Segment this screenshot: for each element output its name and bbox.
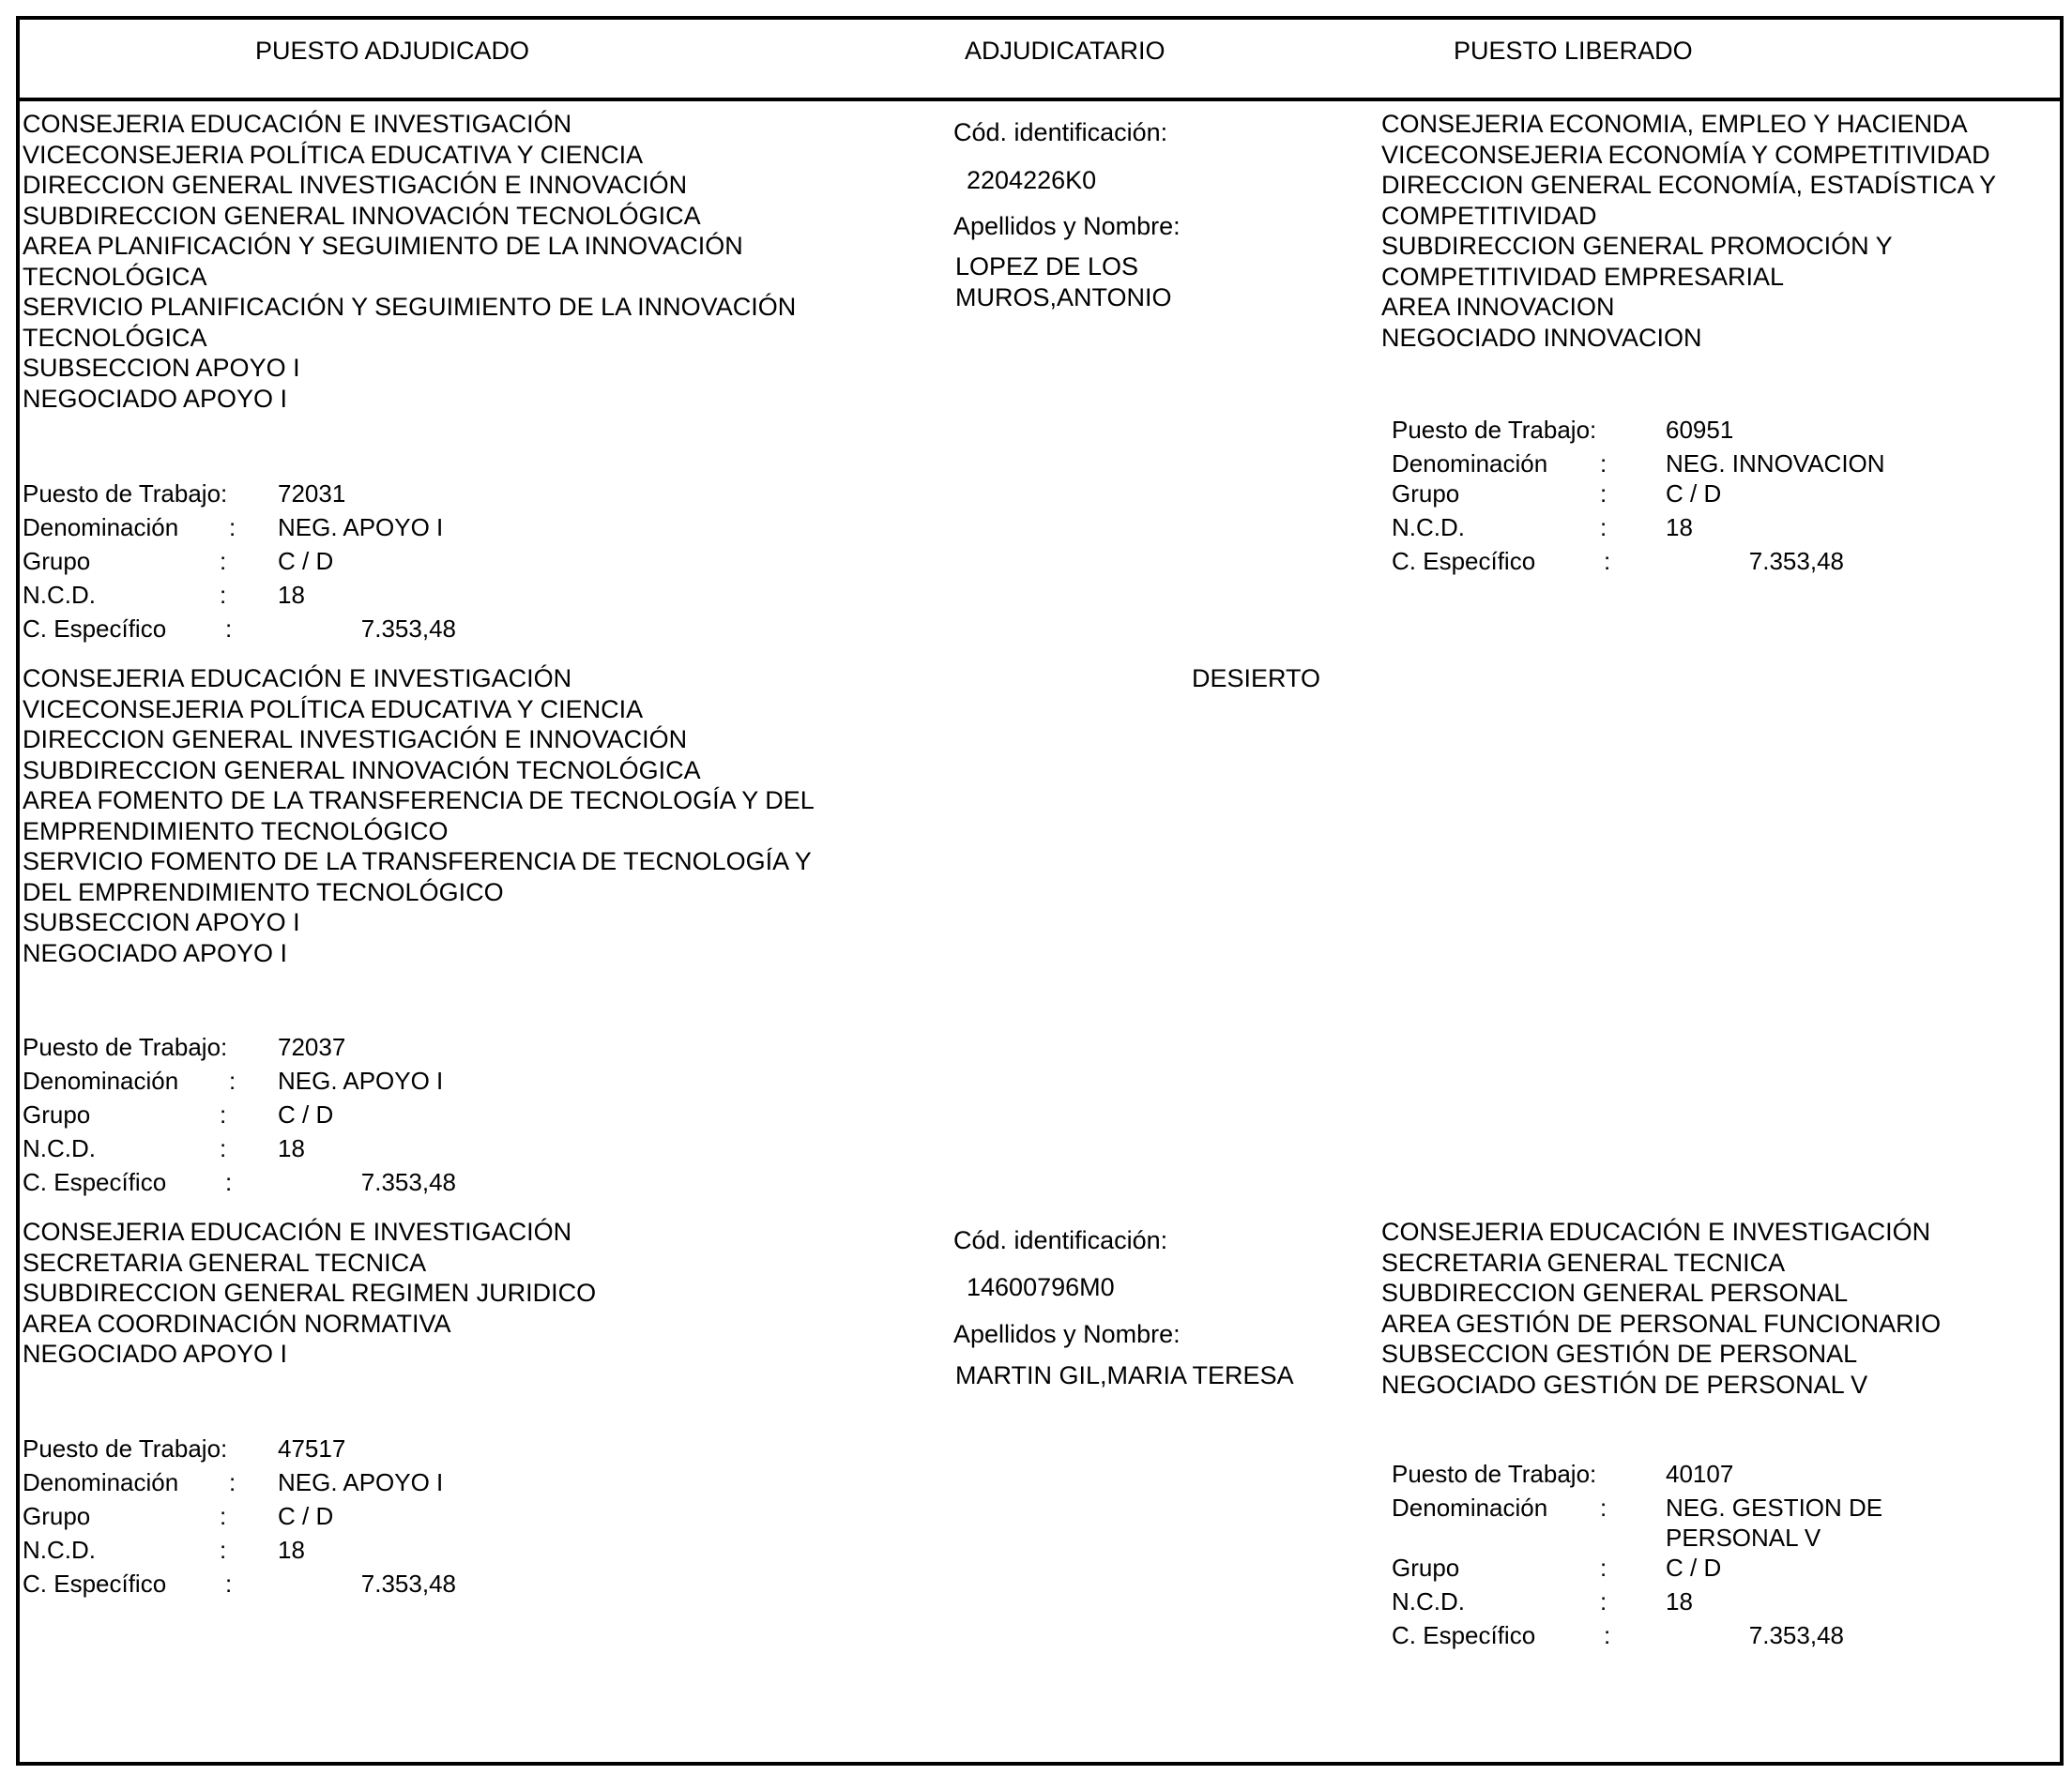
- colon: :: [220, 547, 227, 575]
- org-line: NEGOCIADO APOYO I: [23, 384, 288, 413]
- header-divider: [16, 98, 2064, 101]
- org-line: NEGOCIADO GESTIÓN DE PERSONAL V: [1381, 1370, 1868, 1399]
- colon: :: [229, 513, 236, 541]
- colon: :: [220, 1134, 227, 1162]
- org-line: VICECONSEJERIA POLÍTICA EDUCATIVA Y CIENCIA: [23, 140, 644, 169]
- ncd-value: 18: [278, 1536, 305, 1564]
- ncd-value: 18: [1666, 1587, 1693, 1616]
- org-line: CONSEJERIA EDUCACIÓN E INVESTIGACIÓN: [23, 664, 572, 692]
- especifico-value: 7.353,48: [1748, 547, 1844, 575]
- org-line: AREA INNOVACION: [1381, 293, 1615, 321]
- org-line: EMPRENDIMIENTO TECNOLÓGICO: [23, 816, 449, 845]
- grupo-value: C / D: [278, 547, 334, 575]
- colon: :: [1600, 1587, 1607, 1616]
- colon: :: [229, 1468, 236, 1496]
- nombre-line: LOPEZ DE LOS: [955, 252, 1139, 281]
- ncd-value: 18: [278, 581, 305, 609]
- especifico-value: 7.353,48: [1748, 1621, 1844, 1649]
- org-line: AREA PLANIFICACIÓN Y SEGUIMIENTO DE LA INNOVACIÓN: [23, 232, 743, 260]
- colon: :: [225, 1168, 233, 1196]
- grupo-label: Grupo: [23, 1502, 91, 1530]
- org-line: SUBDIRECCION GENERAL REGIMEN JURIDICO: [23, 1279, 597, 1307]
- colon: :: [220, 1536, 227, 1564]
- puesto-value: 72037: [278, 1033, 346, 1061]
- entry-2-adjudicado-org: [23, 663, 815, 968]
- colon: :: [1600, 1494, 1607, 1522]
- colon: :: [220, 1100, 227, 1129]
- colon: :: [1600, 479, 1607, 508]
- org-line: DEL EMPRENDIMIENTO TECNOLÓGICO: [23, 877, 504, 906]
- org-line: SUBSECCION GESTIÓN DE PERSONAL: [1381, 1340, 1858, 1368]
- denominacion-label: Denominación: [23, 513, 179, 541]
- org-line: TECNOLÓGICA: [23, 262, 207, 291]
- denominacion-value: NEG. INNOVACION: [1666, 449, 1885, 478]
- entry-3-liberado-org: [1381, 1217, 1941, 1400]
- denominacion-value: NEG. APOYO I: [278, 1067, 444, 1095]
- colon: :: [1604, 547, 1611, 575]
- puesto-value: 40107: [1666, 1460, 1734, 1488]
- org-line: SUBDIRECCION GENERAL PROMOCIÓN Y: [1381, 232, 1893, 260]
- especifico-label: C. Específico: [23, 1168, 167, 1196]
- grupo-label: Grupo: [1392, 479, 1460, 508]
- especifico-label: C. Específico: [23, 1570, 167, 1598]
- org-line: VICECONSEJERIA POLÍTICA EDUCATIVA Y CIENCIA: [23, 694, 644, 723]
- puesto-value: 47517: [278, 1434, 346, 1463]
- org-line: CONSEJERIA EDUCACIÓN E INVESTIGACIÓN: [23, 110, 572, 138]
- especifico-value: 7.353,48: [360, 1168, 456, 1196]
- ncd-label: N.C.D.: [23, 581, 96, 609]
- denominacion-value: NEG. GESTION DE: [1666, 1494, 1883, 1522]
- puesto-label: Puesto de Trabajo:: [1392, 1460, 1597, 1488]
- grupo-value: C / D: [1666, 479, 1722, 508]
- org-line: AREA GESTIÓN DE PERSONAL FUNCIONARIO: [1381, 1309, 1942, 1338]
- grupo-label: Grupo: [1392, 1554, 1460, 1582]
- org-line: SUBDIRECCION GENERAL INNOVACIÓN TECNOLÓGICA: [23, 201, 701, 230]
- especifico-value: 7.353,48: [360, 1570, 456, 1598]
- entry-1-cod-label: Cód. identificación:: [953, 118, 1168, 146]
- org-line: DIRECCION GENERAL INVESTIGACIÓN E INNOVACIÓN: [23, 725, 688, 753]
- especifico-value: 7.353,48: [360, 614, 456, 643]
- org-line: SECRETARIA GENERAL TECNICA: [23, 1248, 427, 1277]
- denominacion-value-cont: PERSONAL V: [1666, 1524, 1821, 1552]
- colon: :: [220, 1502, 227, 1530]
- entry-1-adjudicado-org: [23, 109, 796, 414]
- org-line: SUBSECCION APOYO I: [23, 908, 300, 936]
- org-line: COMPETITIVIDAD EMPRESARIAL: [1381, 262, 1785, 291]
- header-adjudicatario: ADJUDICATARIO: [965, 37, 1166, 65]
- header-puesto-adjudicado: PUESTO ADJUDICADO: [255, 37, 530, 65]
- org-line: VICECONSEJERIA ECONOMÍA Y COMPETITIVIDAD: [1381, 140, 1990, 169]
- grupo-value: C / D: [278, 1100, 334, 1129]
- denominacion-label: Denominación: [23, 1468, 179, 1496]
- puesto-label: Puesto de Trabajo:: [1392, 416, 1597, 444]
- entry-3-adjudicado-org: [23, 1217, 596, 1370]
- entry-3-cod-value: 14600796M0: [967, 1273, 1115, 1301]
- grupo-label: Grupo: [23, 547, 91, 575]
- org-line: DIRECCION GENERAL ECONOMÍA, ESTADÍSTICA Y: [1381, 171, 1997, 199]
- nombre-line: MUROS,ANTONIO: [955, 282, 1172, 311]
- especifico-label: C. Específico: [23, 614, 167, 643]
- header-puesto-liberado: PUESTO LIBERADO: [1454, 37, 1693, 65]
- org-line: DIRECCION GENERAL INVESTIGACIÓN E INNOVACIÓN: [23, 171, 688, 199]
- colon: :: [229, 1067, 236, 1095]
- colon: :: [1604, 1621, 1611, 1649]
- grupo-label: Grupo: [23, 1100, 91, 1129]
- puesto-label: Puesto de Trabajo:: [23, 1033, 228, 1061]
- org-line: CONSEJERIA EDUCACIÓN E INVESTIGACIÓN: [23, 1218, 572, 1246]
- org-line: SUBDIRECCION GENERAL PERSONAL: [1381, 1279, 1849, 1307]
- ncd-value: 18: [1666, 513, 1693, 541]
- entry-1-cod-value: 2204226K0: [967, 166, 1097, 194]
- entry-3-cod-label: Cód. identificación:: [953, 1226, 1168, 1254]
- denominacion-label: Denominación: [1392, 449, 1548, 478]
- entry-1-nombre-label: Apellidos y Nombre:: [953, 212, 1181, 240]
- puesto-value: 60951: [1666, 416, 1734, 444]
- ncd-value: 18: [278, 1134, 305, 1162]
- colon: :: [220, 581, 227, 609]
- entry-1-liberado-org: [1381, 109, 1996, 353]
- org-line: SECRETARIA GENERAL TECNICA: [1381, 1248, 1786, 1277]
- entry-3-nombre: MARTIN GIL,MARIA TERESA: [955, 1361, 1294, 1389]
- org-line: SERVICIO PLANIFICACIÓN Y SEGUIMIENTO DE LA INNOVACIÓN: [23, 293, 797, 321]
- org-line: NEGOCIADO APOYO I: [23, 938, 288, 967]
- org-line: TECNOLÓGICA: [23, 323, 207, 352]
- entry-3-nombre-label: Apellidos y Nombre:: [953, 1320, 1181, 1348]
- especifico-label: C. Específico: [1392, 547, 1536, 575]
- org-line: NEGOCIADO APOYO I: [23, 1340, 288, 1368]
- grupo-value: C / D: [278, 1502, 334, 1530]
- ncd-label: N.C.D.: [23, 1134, 96, 1162]
- org-line: NEGOCIADO INNOVACION: [1381, 323, 1702, 352]
- puesto-value: 72031: [278, 479, 346, 508]
- denominacion-label: Denominación: [23, 1067, 179, 1095]
- org-line: COMPETITIVIDAD: [1381, 201, 1597, 230]
- org-line: SUBSECCION APOYO I: [23, 354, 300, 382]
- entry-1-nombre: [955, 251, 1172, 312]
- org-line: SUBDIRECCION GENERAL INNOVACIÓN TECNOLÓGICA: [23, 755, 701, 784]
- colon: :: [1600, 1554, 1607, 1582]
- ncd-label: N.C.D.: [23, 1536, 96, 1564]
- entry-2-status-desierto: DESIERTO: [1192, 664, 1321, 692]
- denominacion-value: NEG. APOYO I: [278, 513, 444, 541]
- colon: :: [225, 614, 233, 643]
- org-line: CONSEJERIA EDUCACIÓN E INVESTIGACIÓN: [1381, 1218, 1931, 1246]
- denominacion-label: Denominación: [1392, 1494, 1548, 1522]
- colon: :: [1600, 513, 1607, 541]
- colon: :: [1600, 449, 1607, 478]
- grupo-value: C / D: [1666, 1554, 1722, 1582]
- org-line: AREA FOMENTO DE LA TRANSFERENCIA DE TECNOLOGÍA Y DEL: [23, 786, 815, 814]
- org-line: SERVICIO FOMENTO DE LA TRANSFERENCIA DE TECNOLOGÍA Y: [23, 847, 812, 875]
- colon: :: [225, 1570, 233, 1598]
- org-line: AREA COORDINACIÓN NORMATIVA: [23, 1309, 451, 1338]
- especifico-label: C. Específico: [1392, 1621, 1536, 1649]
- org-line: CONSEJERIA ECONOMIA, EMPLEO Y HACIENDA: [1381, 110, 1968, 138]
- ncd-label: N.C.D.: [1392, 513, 1465, 541]
- puesto-label: Puesto de Trabajo:: [23, 479, 228, 508]
- puesto-label: Puesto de Trabajo:: [23, 1434, 228, 1463]
- denominacion-value: NEG. APOYO I: [278, 1468, 444, 1496]
- ncd-label: N.C.D.: [1392, 1587, 1465, 1616]
